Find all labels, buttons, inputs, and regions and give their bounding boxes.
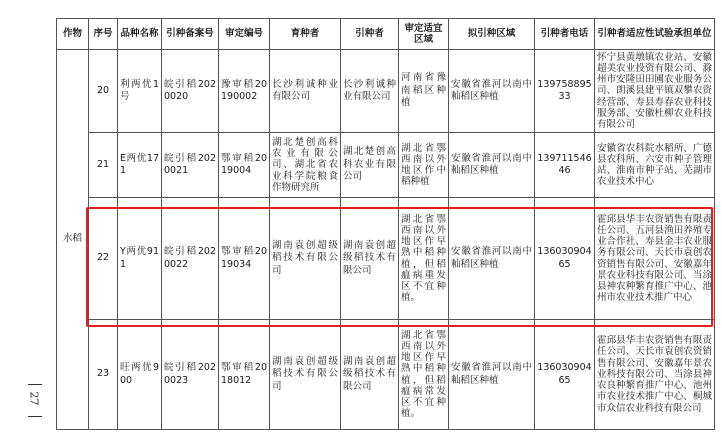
record-no-cell: 皖引稻2020021 xyxy=(162,133,219,198)
table-row-highlighted xyxy=(57,198,715,320)
crop-cell: 水稻 xyxy=(57,50,89,430)
intended-area-cell: 安徽省淮河以南中籼稻区种植 xyxy=(449,50,535,133)
header-seq: 序号 xyxy=(89,19,118,50)
seq-cell: 20 xyxy=(89,50,118,133)
intended-area-cell: 安徽省淮河以南中籼稻区种植 xyxy=(449,320,535,430)
introducer-cell: 湖北楚创高科农业有限公司 xyxy=(341,133,399,198)
phone-cell: 13971154646 xyxy=(535,133,595,198)
record-no-cell: 皖引稻2020022 xyxy=(162,198,219,320)
header-variety: 品种名称 xyxy=(118,19,162,50)
variety-cell: 旺两优900 xyxy=(118,320,162,430)
approved-area-cell: 湖北省鄂西南以外地区作中稻种植 xyxy=(399,133,449,198)
page-number: 27 xyxy=(27,391,41,406)
seq-cell: 22 xyxy=(89,198,118,320)
approval-no-cell: 鄂审稻2019034 xyxy=(219,198,270,320)
intended-area-cell: 安徽省淮河以南中籼稻区种植 xyxy=(449,198,535,320)
variety-table xyxy=(56,18,715,430)
trial-unit-cell: 霍邱县华丰农资销售有限责任公司、天长市袁创农资销售有限公司、安徽嘉年景农业科技有限公司、当涂县神农良种繁育推广中心、池州市农业技术推广中心、桐城市众信农业科技有限公司 xyxy=(595,320,715,430)
table-row xyxy=(57,133,715,198)
table-row xyxy=(57,320,715,430)
breeder-cell: 湖南袁创超级稻技术有限公司 xyxy=(270,320,341,430)
record-no-cell: 皖引稻2020023 xyxy=(162,320,219,430)
approved-area-cell: 湖北省鄂西南以外地区作早熟中稻种植，但稻瘟病常发区不宜种植。 xyxy=(399,320,449,430)
seq-cell: 23 xyxy=(89,320,118,430)
header-record-no: 引种备案号 xyxy=(162,19,219,50)
approved-area-cell: 湖北省鄂西南以外地区作早熟中稻种植，但稻瘟病重发区不宜种植。 xyxy=(399,198,449,320)
record-no-cell: 皖引稻2020020 xyxy=(162,50,219,133)
header-introducer: 引种者 xyxy=(341,19,399,50)
header-crop: 作物 xyxy=(57,19,89,50)
introducer-cell: 湖南袁创超级稻技术有限公司 xyxy=(341,198,399,320)
approval-no-cell: 鄂审稻2018012 xyxy=(219,320,270,430)
breeder-cell: 长沙利诚种业有限公司 xyxy=(270,50,341,133)
header-phone: 引种者电话 xyxy=(535,19,595,50)
header-approval-no: 审定编号 xyxy=(219,19,270,50)
table-row xyxy=(57,50,715,133)
phone-cell: 13603090465 xyxy=(535,198,595,320)
header-breeder: 育种者 xyxy=(270,19,341,50)
breeder-cell: 湖北楚创高科农业有限公司、湖北省农业科学院粮食作物研究所 xyxy=(270,133,341,198)
trial-unit-cell: 怀宁县黄墩镇农业站、安徽超美农业投资有限公司、滁州市安隆田田圃农业服务公司、朗溪县建平镇双攀农资经营部、寿县寿春农业科技服务部、安徽杜柳农业科技有限公司 xyxy=(595,50,715,133)
introducer-cell: 湖南袁创超级稻技术有限公司 xyxy=(341,320,399,430)
trial-unit-cell: 霍邱县华丰农资销售有限责任公司、五河县渔田养殖专业合作社、寿县金丰农业服务有限公司、天长市袁创农资销售有限公司、安徽嘉年景农业科技有限公司、当涂县神农种繁育推广中心、池州市农业技术推广中心 xyxy=(595,198,715,320)
variety-cell: E两优171 xyxy=(118,133,162,198)
approval-no-cell: 鄂审稻2019004 xyxy=(219,133,270,198)
page-mark-line-bottom xyxy=(28,416,42,417)
variety-cell: Y两优911 xyxy=(118,198,162,320)
page-number-mark xyxy=(22,380,44,420)
page-mark-line-top xyxy=(28,384,42,385)
intended-area-cell: 安徽省淮河以南中籼稻区种植 xyxy=(449,133,535,198)
phone-cell: 13603090465 xyxy=(535,320,595,430)
seq-cell: 21 xyxy=(89,133,118,198)
header-intended-area: 拟引种区域 xyxy=(449,19,535,50)
approval-no-cell: 豫审稻20190002 xyxy=(219,50,270,133)
phone-cell: 13975889533 xyxy=(535,50,595,133)
approved-area-cell: 河南省豫南稻区种植 xyxy=(399,50,449,133)
breeder-cell: 湖南袁创超级稻技术有限公司 xyxy=(270,198,341,320)
variety-cell: 利两优1号 xyxy=(118,50,162,133)
introducer-cell: 长沙利诚种业有限公司 xyxy=(341,50,399,133)
header-trial-unit: 引种者适应性试验承担单位 xyxy=(595,19,715,50)
trial-unit-cell: 安徽省农科院水稻所、广德县农科所、六安市种子管理站、淮南市种子站、芜湖市农业技术中心 xyxy=(595,133,715,198)
table-header-row xyxy=(57,19,715,50)
header-approved-area: 审定适宜区域 xyxy=(399,19,449,50)
